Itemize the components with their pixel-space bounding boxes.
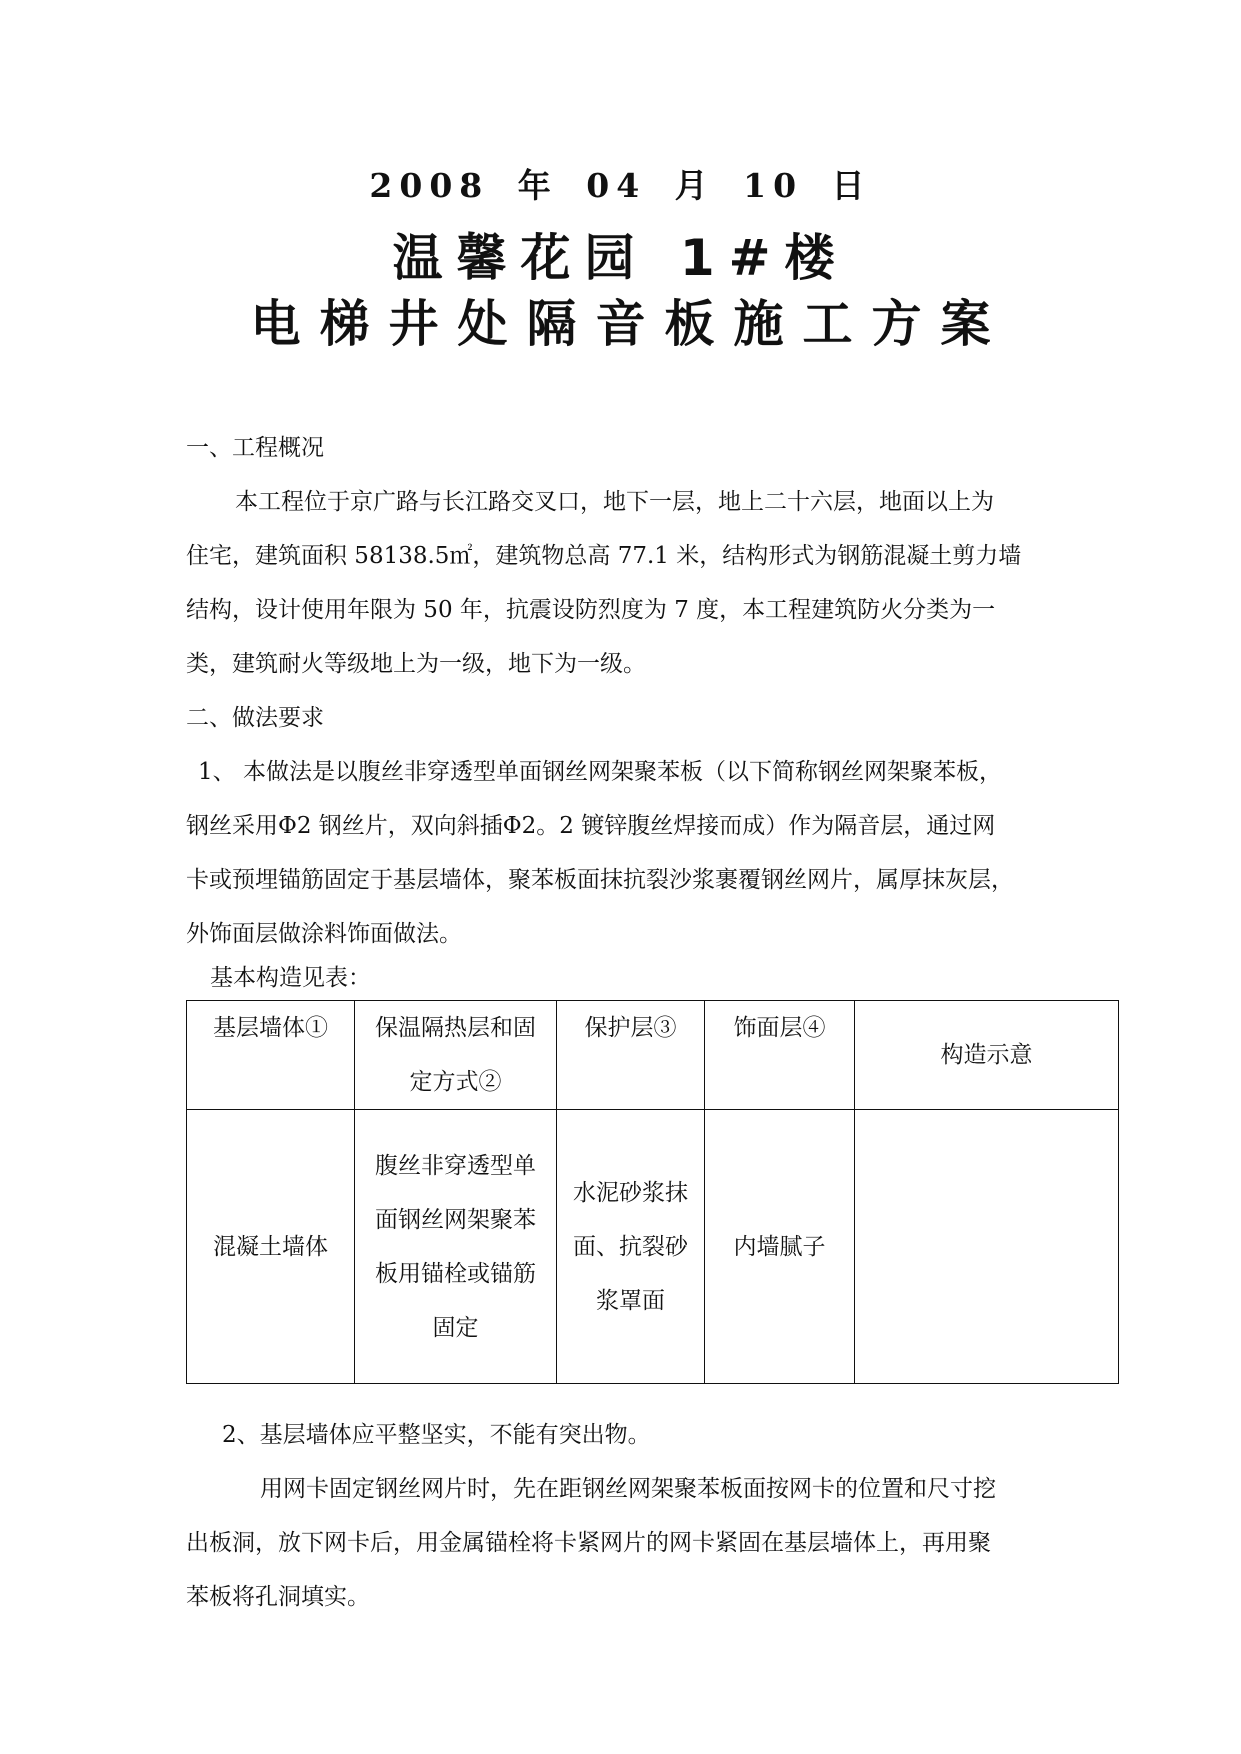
cell-text: 内墙腻子 — [733, 1233, 826, 1260]
section2-item2-line: 苯板将孔洞填实。 — [186, 1584, 370, 1610]
section2-item1-line: 1、 本做法是以腹丝非穿透型单面钢丝网架聚苯板（以下简称钢丝网架聚苯板， — [198, 759, 1002, 785]
document-title-line2: 电梯井处隔音板施工方案 — [250, 295, 1010, 353]
table-header-cell — [705, 1001, 855, 1110]
header-text: 保护层③ — [584, 1015, 677, 1041]
construction-table — [186, 1000, 1119, 1384]
header-text: 饰面层④ — [733, 1015, 826, 1041]
cell-text: 水泥砂浆抹 面、抗裂砂 浆罩面 — [573, 1179, 688, 1314]
header-text: 保温隔热层和固 定方式② — [375, 1015, 536, 1095]
section1-line: 类，建筑耐火等级地上为一级，地下为一级。 — [186, 651, 646, 677]
section1-line: 结构，设计使用年限为 50 年，抗震设防烈度为 7 度，本工程建筑防火分类为一 — [186, 597, 996, 623]
section2-item1-line: 钢丝采用Φ2 钢丝片，双向斜插Φ2。2 镀锌腹丝焊接而成）作为隔音层，通过网 — [186, 813, 996, 839]
section2-item2-line: 出板洞，放下网卡后，用金属锚栓将卡紧网片的网卡紧固在基层墙体上，再用聚 — [186, 1530, 991, 1556]
table-cell — [705, 1110, 855, 1384]
table-header-cell — [557, 1001, 705, 1110]
section2-item1-line: 卡或预埋锚筋固定于基层墙体，聚苯板面抹抗裂沙浆裹覆钢丝网片，属厚抹灰层， — [186, 867, 1014, 893]
section2-item2-line: 用网卡固定钢丝网片时，先在距钢丝网架聚苯板面按网卡的位置和尺寸挖 — [260, 1476, 996, 1502]
header-text: 构造示意 — [940, 1042, 1033, 1068]
table-cell-diagram — [855, 1110, 1119, 1384]
cell-text: 混凝土墙体 — [213, 1233, 328, 1260]
header-text: 基层墙体① — [213, 1015, 328, 1041]
table-cell — [187, 1110, 355, 1384]
table-cell — [355, 1110, 557, 1384]
section2-heading: 二、做法要求 — [186, 705, 324, 731]
table-header-cell — [355, 1001, 557, 1110]
section1-heading: 一、工程概况 — [186, 435, 324, 461]
table-cell — [557, 1110, 705, 1384]
table-caption: 基本构造见表： — [210, 965, 371, 991]
document-title-line1: 温馨花园 1#楼 — [392, 229, 849, 287]
table-header-cell — [855, 1001, 1119, 1110]
section2-item1-line: 外饰面层做涂料饰面做法。 — [186, 921, 462, 947]
section2-item2: 2、基层墙体应平整坚实，不能有突出物。 — [222, 1422, 651, 1448]
table-row — [187, 1110, 1119, 1384]
document-date: 2008 年 04 月 10 日 — [369, 166, 872, 205]
section1-line: 住宅，建筑面积 58138.5㎡，建筑物总高 77.1 米，结构形式为钢筋混凝土剪力墙 — [186, 543, 1022, 569]
section1-line: 本工程位于京广路与长江路交叉口，地下一层，地上二十六层，地面以上为 — [235, 489, 994, 515]
cell-text: 腹丝非穿透型单 面钢丝网架聚苯 板用锚栓或锚筋 固定 — [375, 1152, 536, 1341]
table-header-row — [187, 1001, 1119, 1110]
table-header-cell — [187, 1001, 355, 1110]
